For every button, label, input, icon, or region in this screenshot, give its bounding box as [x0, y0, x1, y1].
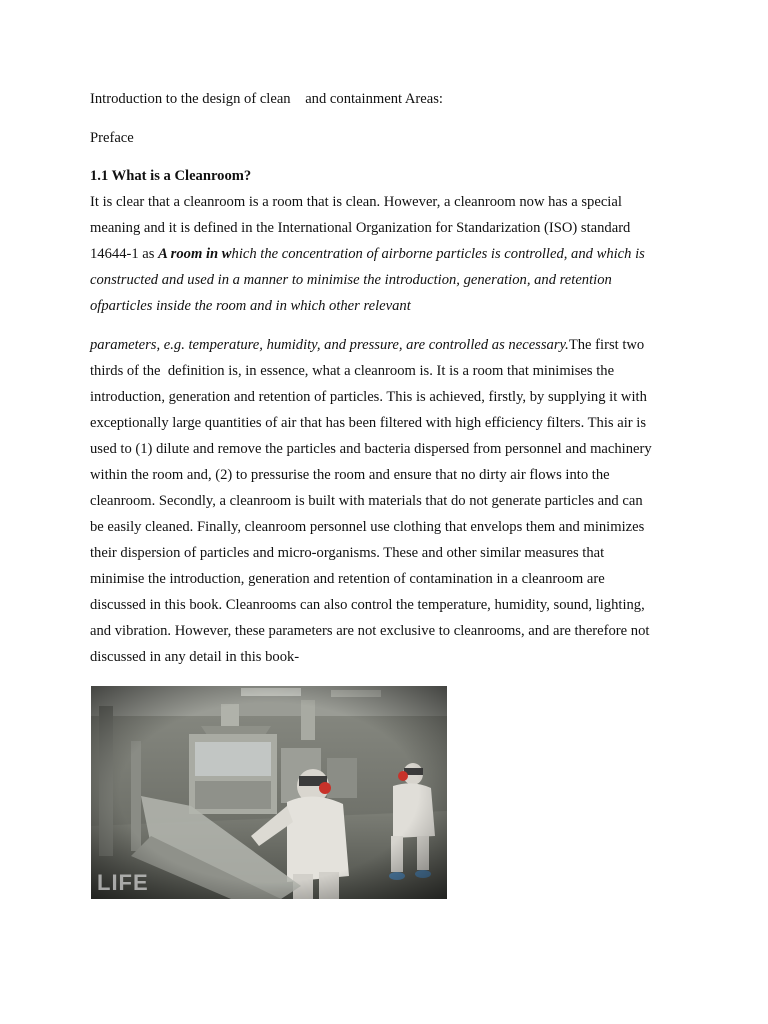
- definition-span: hich the concentration of airborne particles is controlled, and which is: [231, 246, 645, 262]
- text-span: 14644-1 as: [90, 246, 159, 262]
- section-heading: 1.1 What is a Cleanroom?: [90, 168, 252, 184]
- definition-span: parameters, e.g. temperature, humidity, and pressure, are controlled as necessary.: [90, 337, 569, 353]
- paragraph-line: It is clear that a cleanroom is a room that is clean. However, a cleanroom now has a special: [90, 194, 622, 210]
- emphasis-span: A room in w: [158, 246, 232, 262]
- definition-line: ofparticles inside the room and in which other relevant: [90, 298, 411, 314]
- definition-line: constructed and used in a manner to minimise the introduction, generation, and retention: [90, 272, 612, 288]
- paragraph-line: [90, 335, 644, 355]
- document-title: Introduction to the design of clean and containment Areas:: [90, 91, 443, 107]
- paragraph-line: and vibration. However, these parameters are not exclusive to cleanrooms, and are therefore not: [90, 623, 650, 639]
- text-span: The first two: [568, 337, 645, 353]
- paragraph-line: discussed in this book. Cleanrooms can also control the temperature, humidity, sound, lighting,: [90, 597, 645, 613]
- cleanroom-photo-illustration: [91, 686, 447, 899]
- cleanroom-photo: [91, 686, 447, 899]
- paragraph-line: cleanroom. Secondly, a cleanroom is built with materials that do not generate particles and can: [90, 493, 643, 509]
- paragraph-line: be easily cleaned. Finally, cleanroom personnel use clothing that envelops them and minimizes: [90, 519, 645, 535]
- paragraph-line: used to (1) dilute and remove the particles and bacteria dispersed from personnel and machinery: [90, 441, 652, 457]
- paragraph-line: exceptionally large quantities of air that has been filtered with high efficiency filters. This air is: [90, 415, 647, 431]
- paragraph-line: within the room and, (2) to pressurise the room and ensure that no dirty air flows into the: [90, 467, 610, 483]
- paragraph-line: meaning and it is defined in the International Organization for Standarization (ISO) standard: [90, 220, 631, 236]
- paragraph-line: introduction, generation and retention of particles. This is achieved, firstly, by supplying it with: [90, 389, 647, 405]
- paragraph-line: [90, 244, 645, 264]
- paragraph-line: their dispersion of particles and micro-organisms. These and other similar measures that: [90, 545, 605, 561]
- life-watermark: LIFE: [97, 870, 149, 895]
- preface-label: Preface: [90, 130, 134, 146]
- paragraph-line: discussed in any detail in this book-: [90, 649, 300, 665]
- paragraph-line: thirds of the definition is, in essence, what a cleanroom is. It is a room that minimises the: [90, 363, 615, 379]
- paragraph-line: minimise the introduction, generation and retention of contamination in a cleanroom are: [90, 571, 605, 587]
